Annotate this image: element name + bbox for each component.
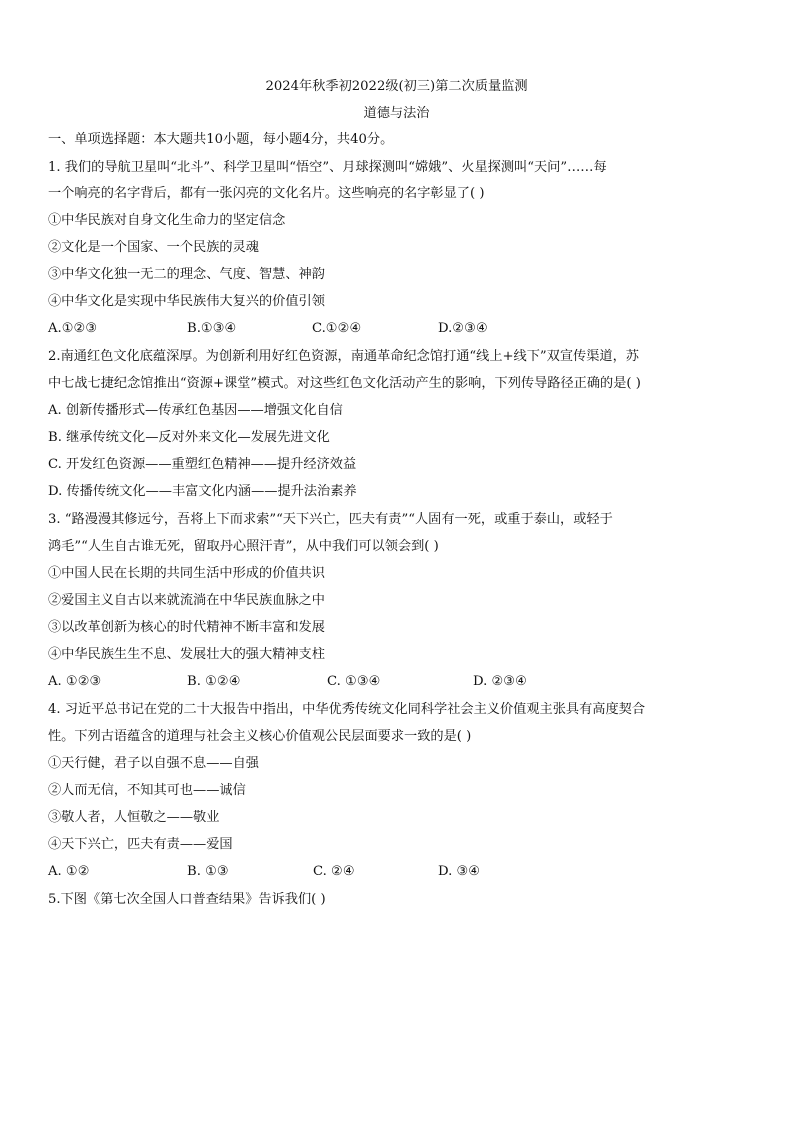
question-4-option-a: A. ①②	[48, 864, 90, 879]
question-4-item-1: ①天行健，君子以自强不息——自强	[48, 756, 259, 771]
question-1-item-4: ④中华文化是实现中华民族伟大复兴的价值引领	[48, 294, 325, 309]
question-2-stem-line-1: 2.南通红色文化底蕴深厚。为创新利用好红色资源，南通革命纪念馆打通“线上+线下”双宣传渠道，苏	[48, 349, 639, 364]
question-3-option-b: B. ①②④	[187, 674, 241, 689]
question-4-item-3: ③敬人者，人恒敬之——敬业	[48, 810, 220, 825]
question-3-stem-line-2: 鸿毛”“人生自古谁无死，留取丹心照汗青”，从中我们可以领会到( )	[48, 539, 439, 554]
question-2-option-b: B. 继承传统文化—反对外来文化—发展先进文化	[48, 430, 330, 445]
question-2-stem-line-2: 中七战七捷纪念馆推出“资源+课堂”模式。对这些红色文化活动产生的影响，下列传导路径正确的是( )	[48, 376, 641, 391]
subject-title: 道德与法治	[363, 106, 430, 121]
question-4-stem-line-2: 性。下列古语蕴含的道理与社会主义核心价值观公民层面要求一致的是( )	[48, 729, 472, 744]
question-2-option-a: A. 创新传播形式—传承红色基因——增强文化自信	[48, 403, 343, 418]
question-3-item-1: ①中国人民在长期的共同生活中形成的价值共识	[48, 566, 325, 581]
question-2-option-d: D. 传播传统文化——丰富文化内涵——提升法治素养	[48, 484, 357, 499]
question-4-item-2: ②人而无信，不知其可也——诚信	[48, 783, 246, 798]
question-5-stem-line-1: 5.下图《第七次全国人口普查结果》告诉我们( )	[48, 892, 326, 907]
question-1-item-3: ③中华文化独一无二的理念、气度、智慧、神韵	[48, 267, 325, 282]
question-1-item-2: ②文化是一个国家、一个民族的灵魂	[48, 240, 259, 255]
question-3-item-2: ②爱国主义自古以来就流淌在中华民族血脉之中	[48, 593, 325, 608]
question-1-option-d: D.②③④	[438, 321, 488, 336]
question-1-stem-line-2: 一个响亮的名字背后，都有一张闪亮的文化名片。这些响亮的名字彰显了( )	[48, 186, 485, 201]
question-1-option-b: B.①③④	[187, 321, 237, 336]
exam-title: 2024年秋季初2022级(初三)第二次质量监测	[265, 79, 528, 94]
question-3-option-a: A. ①②③	[48, 674, 102, 689]
question-4-item-4: ④天下兴亡，匹夫有责——爱国	[48, 837, 233, 852]
question-4-option-d: D. ③④	[438, 864, 481, 879]
question-2-option-c: C. 开发红色资源——重塑红色精神——提升经济效益	[48, 457, 357, 472]
question-3-stem-line-1: 3. “路漫漫其修远兮，吾将上下而求索”“天下兴亡，匹夫有责”“人固有一死，或重于泰山，或轻于	[48, 512, 613, 527]
question-3-item-3: ③以改革创新为核心的时代精神不断丰富和发展	[48, 620, 325, 635]
question-3-option-d: D. ②③④	[473, 674, 527, 689]
question-4-stem-line-1: 4. 习近平总书记在党的二十大报告中指出，中华优秀传统文化同科学社会主义价值观主张具有高度契合	[48, 702, 646, 717]
question-3-item-4: ④中华民族生生不息、发展壮大的强大精神支柱	[48, 647, 325, 662]
section-heading: 一、单项选择题：本大题共10小题，每小题4分，共40分。	[48, 132, 394, 147]
question-1-item-1: ①中华民族对自身文化生命力的坚定信念	[48, 213, 286, 228]
question-1-option-a: A.①②③	[48, 321, 98, 336]
question-1-stem-line-1: 1. 我们的导航卫星叫“北斗”、科学卫星叫“悟空”、月球探测叫“嫦娥”、火星探测叫“天问”……每	[48, 160, 607, 175]
question-4-option-b: B. ①③	[187, 864, 229, 879]
question-3-option-c: C. ①③④	[327, 674, 381, 689]
question-4-option-c: C. ②④	[313, 864, 355, 879]
question-1-option-c: C.①②④	[312, 321, 362, 336]
